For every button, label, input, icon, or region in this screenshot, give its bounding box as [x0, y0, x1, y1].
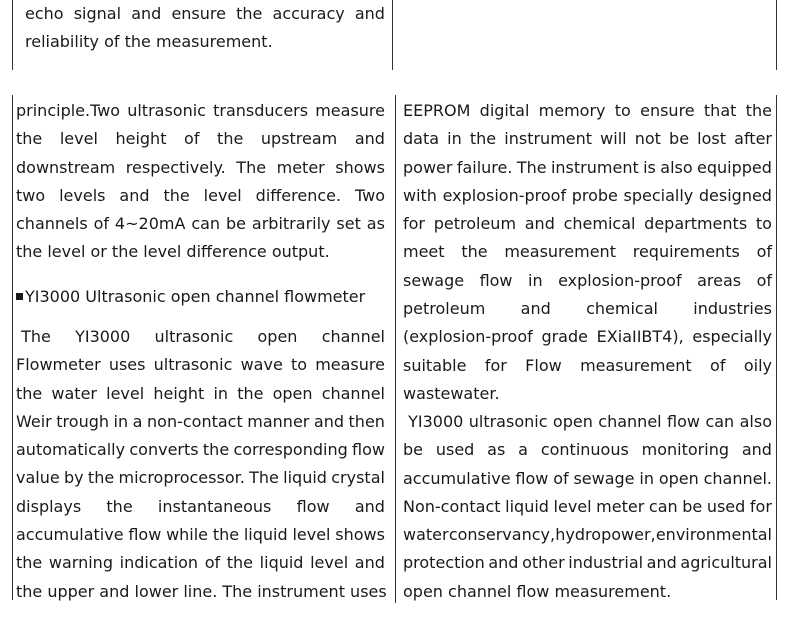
- word: EEPROM: [403, 101, 471, 120]
- word: arbitrarily: [251, 214, 331, 234]
- word: and: [488, 553, 519, 573]
- word: to: [755, 214, 772, 234]
- top-paragraph: [25, 0, 385, 57]
- word: converts: [129, 440, 199, 460]
- word: to: [290, 355, 308, 375]
- word: digital: [479, 101, 530, 120]
- word: manner: [247, 411, 310, 431]
- word: of: [756, 242, 772, 262]
- word: data: [403, 129, 440, 149]
- word: be: [226, 214, 246, 234]
- text-line: [16, 549, 385, 577]
- text-line: [403, 182, 772, 210]
- word: the: [469, 129, 497, 149]
- word: in: [213, 383, 229, 403]
- word: YI3000: [75, 327, 131, 346]
- word: especially: [692, 327, 772, 347]
- word: will: [600, 129, 627, 149]
- word: meter: [596, 496, 645, 516]
- word: power: [403, 157, 453, 177]
- word: downstream: [16, 157, 116, 177]
- word: environmental: [655, 525, 772, 545]
- word: flow: [128, 525, 162, 545]
- text-line: [16, 154, 385, 182]
- word: Flow: [525, 355, 562, 375]
- word: by: [64, 468, 84, 488]
- word: automatically: [16, 440, 126, 460]
- word: the: [202, 440, 230, 460]
- word: hydropower,: [555, 525, 656, 545]
- word: Flowmeter: [16, 355, 101, 375]
- word: height: [115, 129, 167, 149]
- text-line: [403, 408, 772, 436]
- word: also: [739, 412, 772, 431]
- word: the: [461, 242, 488, 262]
- word: difference.: [255, 185, 342, 205]
- word: level: [59, 129, 98, 149]
- word: meter: [276, 157, 325, 177]
- top-right-panel: [393, 0, 777, 70]
- left-paragraph-principle: [16, 97, 385, 267]
- word: petroleum: [403, 299, 486, 319]
- word: be: [669, 129, 690, 149]
- word: channel: [598, 412, 662, 431]
- word: level: [553, 496, 592, 516]
- word: upstream: [260, 129, 338, 149]
- text-line: [403, 97, 772, 125]
- word: with: [403, 185, 437, 205]
- text-line: [403, 238, 772, 266]
- text-line: the upper and lower line. The instrument uses: [16, 581, 387, 601]
- word: can: [191, 214, 221, 234]
- text-line: [403, 267, 772, 295]
- word: open: [257, 327, 298, 346]
- text-line: [16, 323, 385, 351]
- text-line: open channel flow measurement.: [403, 581, 672, 601]
- text-line: [403, 125, 772, 153]
- word: liquid: [505, 496, 549, 516]
- text-line: [403, 323, 772, 351]
- text-line: [16, 493, 385, 521]
- word: other: [522, 553, 565, 573]
- word: in: [528, 270, 543, 290]
- word: and: [520, 299, 551, 319]
- word: chemical: [586, 299, 658, 319]
- word: and: [354, 129, 385, 149]
- left-paragraph-description: [16, 323, 385, 606]
- word: industrial: [568, 553, 644, 573]
- word: be: [403, 440, 423, 460]
- word: Two: [355, 185, 385, 205]
- word: trough: [56, 411, 110, 431]
- text-line: [16, 97, 385, 125]
- word: Non-contact: [403, 496, 501, 516]
- word: agricultural: [680, 553, 772, 573]
- text-line: [403, 465, 772, 493]
- word: flow: [479, 270, 513, 290]
- word: protection: [403, 553, 485, 573]
- word: the: [16, 383, 43, 403]
- word: signal: [73, 4, 122, 23]
- word: the: [163, 185, 190, 205]
- word: The: [236, 157, 267, 177]
- word: the: [237, 383, 264, 403]
- word: of: [93, 214, 109, 234]
- word: wave: [240, 355, 283, 375]
- word: The: [16, 327, 51, 346]
- text-line: [403, 521, 772, 549]
- text-line: reliability of the measurement.: [25, 32, 273, 52]
- text-line: [403, 210, 772, 238]
- word: of: [756, 270, 772, 290]
- word: a: [132, 411, 143, 431]
- word: liquid: [283, 468, 327, 488]
- word: warning: [48, 553, 113, 573]
- word: indication: [119, 553, 199, 573]
- word: shows: [335, 157, 385, 177]
- word: the: [212, 525, 240, 545]
- word: channels: [16, 214, 88, 234]
- word: flow: [296, 496, 330, 516]
- word: as: [487, 440, 506, 460]
- word: level: [203, 185, 242, 205]
- word: open: [272, 383, 313, 403]
- text-line: [403, 549, 772, 577]
- word: oily: [743, 355, 772, 375]
- word: specially: [623, 185, 694, 205]
- word: requirements: [632, 242, 740, 262]
- word: value: [16, 468, 60, 488]
- word: non-contact: [147, 411, 243, 431]
- word: for: [403, 214, 425, 234]
- word: 4~20mA: [114, 214, 186, 234]
- word: level: [292, 525, 331, 545]
- word: instantaneous: [157, 496, 272, 516]
- word: and: [354, 553, 385, 573]
- word: levels: [59, 185, 106, 205]
- word: in: [113, 411, 129, 431]
- word: channel.: [703, 468, 772, 488]
- word: the: [745, 101, 772, 120]
- word: open: [552, 412, 593, 431]
- word: areas: [697, 270, 742, 290]
- word: and: [131, 4, 162, 23]
- word: instrument: [504, 129, 593, 149]
- text-line: the level or the level difference output.: [16, 242, 330, 262]
- word: also: [660, 157, 693, 177]
- word: set: [336, 214, 361, 234]
- word: in: [447, 129, 462, 149]
- word: a: [518, 440, 528, 460]
- word: ultrasonic: [154, 327, 234, 346]
- word: crystal: [331, 468, 385, 488]
- word: and: [313, 411, 344, 431]
- word: not: [634, 129, 661, 149]
- word: is: [643, 157, 656, 177]
- word: the: [16, 553, 43, 573]
- word: open: [658, 468, 699, 488]
- word: measurement: [504, 242, 616, 262]
- word: after: [734, 129, 772, 149]
- word: for: [749, 496, 772, 516]
- word: of: [184, 129, 200, 149]
- text-line: [16, 380, 385, 408]
- word: channel: [321, 383, 385, 403]
- word: suitable: [403, 355, 467, 375]
- word: (explosion-proof: [403, 327, 533, 347]
- text-line: [403, 436, 772, 464]
- word: ensure: [640, 101, 695, 120]
- word: industries: [693, 299, 772, 319]
- word: and: [646, 553, 677, 573]
- text-line: [403, 295, 772, 323]
- word: designed: [698, 185, 772, 205]
- word: chemical: [563, 214, 636, 234]
- text-line: [16, 521, 385, 549]
- text-line: [16, 408, 385, 436]
- word: petroleum: [433, 214, 517, 234]
- right-paragraph-applications: [403, 408, 772, 606]
- text-line: [403, 154, 772, 182]
- word: flow: [352, 440, 385, 460]
- word: of: [710, 355, 726, 375]
- word: probe: [571, 185, 618, 205]
- word: be: [682, 496, 703, 516]
- word: liquid: [243, 525, 288, 545]
- word: explosion-proof: [558, 270, 682, 290]
- word: YI3000: [403, 412, 464, 431]
- word: lost: [697, 129, 727, 149]
- word: continuous: [540, 440, 629, 460]
- column-divider: [395, 95, 396, 603]
- text-line: [16, 464, 385, 492]
- word: sewage: [573, 468, 635, 488]
- text-line: [25, 0, 385, 28]
- text-line: [16, 125, 385, 153]
- word: explosion-proof: [442, 185, 567, 205]
- word: of: [553, 468, 569, 488]
- word: the: [87, 468, 115, 488]
- right-paragraph-memory: [403, 97, 772, 408]
- word: transducers: [213, 101, 309, 120]
- word: ultrasonic: [468, 412, 548, 431]
- word: used: [435, 440, 475, 460]
- word: and: [354, 4, 385, 23]
- word: accumulative: [403, 468, 511, 488]
- section-heading: [16, 283, 385, 311]
- word: displays: [16, 496, 82, 516]
- word: height: [153, 383, 205, 403]
- word: measure: [315, 101, 385, 120]
- word: level: [310, 553, 349, 573]
- word: the: [236, 4, 263, 23]
- text-line: [16, 351, 385, 379]
- word: microprocessor.: [118, 468, 245, 488]
- bullet-square-icon: [16, 293, 23, 300]
- word: to: [614, 101, 631, 120]
- section-heading-text: YI3000 Ultrasonic open channel flowmeter: [25, 287, 366, 306]
- word: instrument: [550, 157, 639, 177]
- word: failure.: [456, 157, 513, 177]
- word: The: [249, 468, 279, 488]
- word: grade: [541, 327, 588, 347]
- word: the: [16, 129, 43, 149]
- word: can: [648, 496, 678, 516]
- text-line: [16, 436, 385, 464]
- word: and: [119, 185, 150, 205]
- text-line: [16, 182, 385, 210]
- text-line: wastewater.: [403, 383, 500, 403]
- word: respectively.: [125, 157, 226, 177]
- word: then: [348, 411, 385, 431]
- word: ultrasonic: [153, 355, 233, 375]
- word: ultrasonic: [127, 101, 206, 120]
- word: equipped: [697, 157, 772, 177]
- word: flow: [515, 468, 549, 488]
- word: Weir: [16, 411, 52, 431]
- word: the: [217, 129, 244, 149]
- word: level: [106, 383, 145, 403]
- word: and: [741, 440, 772, 460]
- word: as: [366, 214, 385, 234]
- word: and: [354, 496, 385, 516]
- word: sewage: [403, 270, 465, 290]
- word: ensure: [171, 4, 226, 23]
- word: EXiaIIBT4),: [596, 327, 684, 347]
- word: the: [226, 553, 254, 573]
- word: water: [51, 383, 97, 403]
- word: used: [706, 496, 746, 516]
- text-line: [403, 352, 772, 380]
- word: for: [484, 355, 507, 375]
- word: shows: [335, 525, 385, 545]
- word: liquid: [259, 553, 304, 573]
- word: echo: [25, 4, 64, 23]
- word: memory: [538, 101, 606, 120]
- text-line: [403, 493, 772, 521]
- word: can: [705, 412, 735, 431]
- word: that: [703, 101, 737, 120]
- word: of: [204, 553, 221, 573]
- word: meet: [403, 242, 445, 262]
- word: measure: [315, 355, 385, 375]
- word: in: [639, 468, 654, 488]
- word: conservancy,: [448, 525, 556, 545]
- word: water: [403, 525, 449, 545]
- word: The: [516, 157, 547, 177]
- word: accuracy: [272, 4, 345, 23]
- word: the: [106, 496, 133, 516]
- text-line: [16, 210, 385, 238]
- word: uses: [108, 355, 146, 375]
- word: flow: [667, 412, 700, 431]
- word: accumulative: [16, 525, 124, 545]
- word: while: [166, 525, 209, 545]
- word: corresponding: [233, 440, 348, 460]
- word: principle.Two: [16, 101, 121, 120]
- word: departments: [644, 214, 748, 234]
- word: channel: [321, 327, 385, 346]
- word: measurement: [580, 355, 692, 375]
- word: two: [16, 185, 46, 205]
- word: and: [524, 214, 555, 234]
- word: monitoring: [641, 440, 729, 460]
